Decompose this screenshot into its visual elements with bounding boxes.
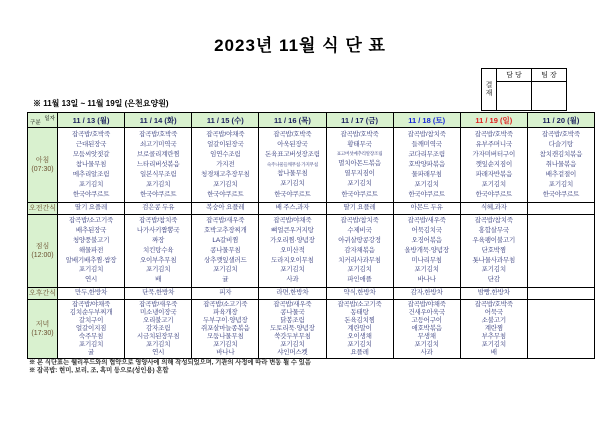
menu-item: 오이생채 [347,332,372,340]
menu-item: 참치캔김치볶음 [539,150,583,158]
menu-item: 브로콜리계란찜 [136,150,180,158]
menu-item: 콩나물무침 [210,246,241,254]
menu-cell [192,203,259,215]
menu-item: 포기김치 [213,180,238,188]
menu-item: 어묵김치국 [411,227,442,235]
row-label-snack: 오후간식 [28,288,58,300]
approval-signature-row [497,82,566,110]
menu-item: 숙주무침 [78,332,104,340]
row-label-meal: 저녁 (17:30) [28,300,58,359]
menu-item: 고등어구이 [411,316,442,324]
menu-item: 샤인머스켓 [277,348,308,356]
menu-item: 표고버섯메추리알장조림 [336,151,383,157]
menu-item: 얼갈이된장국 [207,140,244,148]
menu-item: 소불고기 [481,316,506,324]
menu-item: 근대된장국 [75,140,107,148]
menu-item: 치킨탕수육 [142,246,174,254]
menu-item: 김치순두부찌개 [69,308,113,316]
menu-cell [192,288,259,300]
menu-cell [259,128,326,203]
menu-cell [326,215,393,288]
menu-item: 한국야쿠르트 [207,190,244,198]
menu-item: 배추된장국 [75,227,107,235]
menu-cell [259,203,326,215]
menu-item: 쇠고기미역국 [139,140,177,148]
menu-item: 만두,한방차 [75,289,108,297]
menu-item: 복숭아 요플레 [206,204,245,212]
menu-cell [527,215,594,288]
menu-cell [192,215,259,288]
menu-item: 배 [490,348,497,356]
menu-item: 홍합살무국 [478,227,510,235]
menu-item: 계란찜 [484,324,503,332]
menu-item: 열무지짐이 [344,170,375,178]
menu-item: 잡곡밥/야채죽 [273,217,312,225]
menu-item: 닭봉조림 [280,316,305,324]
menu-cell [259,300,326,359]
menu-item: 포기김치 [280,266,305,274]
menu-item: 콩나물국 [280,308,305,316]
menu-cell [393,128,460,203]
menu-item: 딸기 요플레 [75,204,108,212]
menu-cell [58,215,125,288]
menu-item: 계란말이 [347,324,372,332]
date-header: 11 / 13 (월) [58,113,125,128]
menu-item: 돈육표고버섯장조림 [265,151,320,159]
menu-item: 잡곡밥/참치죽 [474,217,513,225]
menu-item: 시금치된장무침 [136,332,180,340]
menu-item: 바나나 [417,276,436,284]
menu-item: 포기김치 [146,266,171,274]
menu-item: 잡곡밥/참치죽 [407,130,446,138]
menu-item: 한국야쿠르트 [408,190,445,198]
menu-item: 참나물무침 [75,160,107,168]
menu-item: 파육개장 [213,308,238,316]
menu-item: 포기김치 [146,180,171,188]
menu-cell [393,203,460,215]
menu-item: 포기김치 [481,266,506,274]
menu-item: 유부주머니국 [475,140,513,148]
date-header: 11 / 14 (화) [125,113,192,128]
menu-cell [527,300,594,359]
menu-item: 돈육김치찜 [344,316,375,324]
approval-header-row [497,69,566,82]
menu-item: 오징어볶음 [411,236,442,244]
menu-item: 포기김치 [280,180,305,188]
menu-item: 코다리무조림 [408,150,445,158]
menu-item: 오미산적 [280,246,305,254]
menu-item: 포기김치 [78,180,104,188]
corner-cell [28,113,58,128]
menu-cell [393,288,460,300]
menu-item: 깻잎순지짐이 [475,160,513,168]
menu-item: 한국야쿠르트 [274,190,311,198]
menu-table-head [28,113,595,128]
menu-item: 연시 [84,276,98,284]
menu-table [27,112,595,359]
menu-cell [58,203,125,215]
menu-item: 뼈얼큰우거지탕 [271,227,314,235]
menu-item: 배 주스,과자 [275,204,310,212]
approval-columns [497,69,566,110]
menu-cell [393,300,460,359]
menu-item: 도라지오이무침 [271,256,314,264]
menu-item: 요플레 [350,348,369,356]
menu-item: 잡곡밥/참치죽 [340,217,379,225]
menu-item: 약식,한방차 [343,289,376,297]
menu-item: 숙주나물들깨무침·가지무침 [266,161,318,167]
menu-item: 상추깻잎샐러드 [204,256,247,264]
menu-item: 올방개묵·양념장 [404,246,449,254]
menu-item: 단감 [487,276,500,284]
menu-item: 잡곡밥/새우죽 [139,300,178,308]
menu-item: 포기김치 [78,340,104,348]
menu-item: 잡곡밥/새우죽 [273,300,312,308]
menu-item: 포기김치 [347,180,372,188]
menu-item: 잡곡밥/야채죽 [72,300,111,308]
date-header: 11 / 16 (목) [259,113,326,128]
menu-item: 얼갈이지짐 [75,324,107,332]
menu-item: 오리불고기 [142,316,174,324]
menu-item: 물파래무침 [411,170,442,178]
menu-item: 감자채볶음 [344,246,375,254]
menu-item: 감자,한방차 [410,289,443,297]
menu-item: 잡곡밥/야채죽 [407,300,446,308]
menu-item: 잡곡밥/소고기죽 [337,300,382,308]
menu-item: 잡곡밥/새우죽 [407,217,446,225]
menu-item: 바나나 [216,348,235,356]
menu-item: 아귀살땅콩강정 [338,236,381,244]
menu-item: 한국야쿠르트 [341,190,378,198]
menu-item: 피자 [219,289,232,297]
row-label-snack: 오전간식 [28,203,58,215]
menu-item: 가지전 [216,160,235,168]
menu-item: 들깨미역국 [411,140,442,148]
menu-cell [460,215,527,288]
approval-stamp-cell [482,69,497,110]
menu-item: 치커리사과무침 [338,256,381,264]
menu-cell [125,288,192,300]
menu-item: 메추리알조림 [72,170,110,178]
menu-cell [259,215,326,288]
date-header: 11 / 19 (일) [460,113,527,128]
menu-item: 식혜,과자 [480,204,507,212]
menu-item: 한국야쿠르트 [475,190,513,198]
menu-cell [58,128,125,203]
menu-item: 포기김치 [146,340,171,348]
approval-signature-cell [497,82,531,110]
menu-item: 애호박볶음 [411,324,442,332]
menu-cell [192,128,259,203]
menu-item: 잡곡밥/호박죽 [541,130,580,138]
menu-item: 짜장 [152,236,165,244]
menu-cell [58,288,125,300]
menu-item: 해물파전 [78,246,104,254]
menu-cell [326,203,393,215]
menu-table-body [28,128,595,359]
menu-item: 다슬기탕 [548,140,574,148]
menu-item: 가오리찜·양념장 [270,236,315,244]
approval-box [481,68,567,111]
menu-cell [393,215,460,288]
menu-item: 밤빵,한방차 [477,289,510,297]
menu-item: 사과 [286,276,299,284]
menu-cell [460,288,527,300]
menu-item: 수제비국 [347,227,372,235]
menu-cell [460,203,527,215]
approval-col-timjang: 팀 장 [531,69,566,81]
menu-item: 참나물무침 [277,170,308,178]
menu-item: LA갈비찜 [212,236,239,244]
menu-cell [326,128,393,203]
menu-cell [326,300,393,359]
menu-item: 갈치구이 [78,316,104,324]
menu-item: 포기김치 [347,266,372,274]
menu-item: 톳나물사과무침 [472,256,516,264]
menu-cell [58,300,125,359]
menu-cell [125,215,192,288]
menu-item: 부추무침 [481,332,506,340]
menu-item: 호박고추장찌개 [204,227,247,235]
menu-item: 우육팽이불고기 [472,236,516,244]
menu-item: 취나물볶음 [545,160,577,168]
footnotes [29,359,311,375]
menu-item: 잡곡밥/새우죽 [206,217,245,225]
menu-cell [259,288,326,300]
corner-label-category: 구분 [30,120,41,126]
menu-item: 귤 [222,276,229,284]
menu-item: 포기김치 [213,340,238,348]
menu-item: 포기김치 [481,340,506,348]
date-header: 11 / 15 (수) [192,113,259,128]
menu-item: 아욱된장국 [277,141,308,149]
date-header: 11 / 18 (토) [393,113,460,128]
menu-item: 잡곡밥/호박죽 [139,130,178,138]
menu-item: 포기김치 [414,266,439,274]
menu-item: 잡곡밥/호박죽 [474,130,513,138]
menu-item: 딸기 요플레 [343,204,376,212]
menu-item: 잡곡밥/호박죽 [340,130,379,138]
menu-item: 모둠나물무침 [207,332,244,340]
menu-item: 포기김치 [414,340,439,348]
row-label-meal: 아침 (07:30) [28,128,58,203]
menu-item: 잡곡밥/참치죽 [139,217,178,225]
menu-item: 미소냉이장국 [139,308,177,316]
menu-item: 무생채 [417,332,436,340]
footnote-line: ※ 본 식단표는 웰리푸드와의 협약으로 영양사에 의해 작성되었으며, 기관의 사정에 따라 변동 될 수 있음 [29,359,311,366]
footnote-line: ※ 잡곡밥: 현미, 보리, 조, 흑미 등으로(성인용) 혼합 [29,367,169,374]
menu-cell [125,300,192,359]
menu-item: 알배기배추찜·쌈장 [65,256,117,264]
menu-item: 멸치아몬드볶음 [338,159,381,167]
menu-item: 한국야쿠르트 [72,190,110,198]
menu-item: 포기김치 [280,340,305,348]
menu-cell [527,128,594,203]
menu-item: 포기김치 [347,340,372,348]
menu-item: 황태무국 [347,141,372,149]
menu-item: 연시 [152,348,165,356]
menu-item: 포기김치 [213,266,238,274]
menu-item: 한국야쿠르트 [139,190,177,198]
menu-item: 배추겉절이 [545,170,577,178]
menu-cell [527,288,594,300]
approval-col-damdang: 담 당 [506,72,522,79]
menu-cell [125,128,192,203]
date-header: 11 / 20 (월) [527,113,594,128]
menu-item: 한국야쿠르트 [542,190,580,198]
menu-item: 미나리무침 [411,256,442,264]
menu-item: 느타리버섯볶음 [136,160,180,168]
menu-item: 건새우아욱국 [408,308,445,316]
menu-cell [326,288,393,300]
menu-cell [527,203,594,215]
menu-item: 포기김치 [548,180,574,188]
menu-item: 두부구이·양념장 [203,316,248,324]
menu-item: 사과 [420,348,433,356]
menu-item: 잡곡밥/야채죽 [206,130,245,138]
subtitle: ※ 11월 13일 ~ 11월 19일 (은천요양원) [33,99,169,108]
menu-item: 단호박찜 [481,246,506,254]
page-title: 2023년 11월 식 단 표 [214,36,386,55]
approval-stamp-label: 결재 [485,81,493,97]
menu-item: 검은콩 두유 [142,204,175,212]
menu-item: 파인애플 [347,276,372,284]
approval-signature-cell [531,82,566,110]
menu-item: 아몬드 두유 [410,204,443,212]
menu-item: 라면,한방차 [276,289,309,297]
menu-item: 일본식무조림 [139,170,177,178]
menu-cell [192,300,259,359]
menu-item: 단묵,한방차 [142,289,175,297]
menu-cell [460,128,527,203]
corner-label-date: 일자 [44,116,55,122]
menu-item: 잡곡밥/호박죽 [474,300,513,308]
menu-item: 쥐포살마늘종볶음 [200,324,250,332]
menu-item: 어묵국 [484,308,503,316]
menu-item: 포기김치 [78,266,104,274]
menu-cell [125,203,192,215]
menu-item: 동태탕 [350,308,369,316]
menu-item: 귤 [88,348,95,356]
date-header: 11 / 17 (금) [326,113,393,128]
menu-item: 청경채고추장무침 [200,170,250,178]
menu-item: 잡곡밥/호박죽 [273,130,312,138]
menu-item: 잡곡밥/소고기죽 [68,217,114,225]
menu-item: 가자미버터구이 [472,150,516,158]
menu-item: 배 [155,276,162,284]
menu-item: 잡곡밥/호박죽 [72,130,111,138]
row-label-meal: 점심 (12:00) [28,215,58,288]
menu-item: 나가사키짬뽕국 [136,227,180,235]
menu-item: 임연수조림 [210,150,241,158]
menu-item: 잡곡밥/소고기죽 [203,300,248,308]
menu-item: 쑥갓두부무침 [274,332,311,340]
menu-item: 오이부추무침 [139,256,177,264]
menu-item: 포기김치 [414,180,439,188]
menu-item: 청양풍불고기 [72,236,110,244]
menu-item: 모둠씨앗젓갈 [72,150,110,158]
menu-cell [460,300,527,359]
menu-item: 포기김치 [481,180,506,188]
menu-item: 도토리묵·양념장 [270,324,315,332]
menu-item: 감자조림 [146,324,171,332]
menu-item: 파래자반볶음 [475,170,513,178]
menu-item: 호박양파볶음 [408,160,445,168]
